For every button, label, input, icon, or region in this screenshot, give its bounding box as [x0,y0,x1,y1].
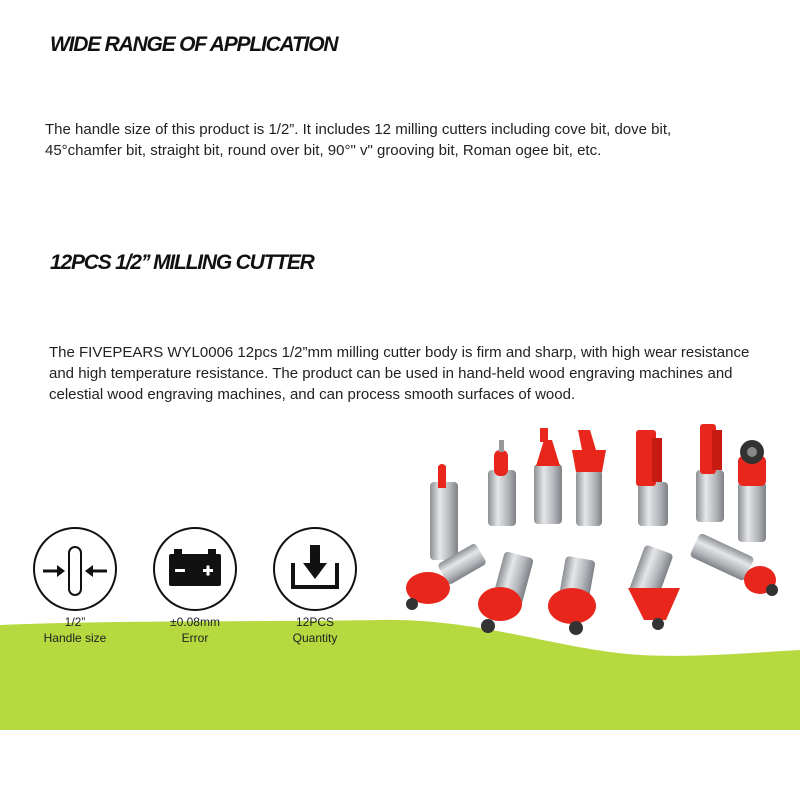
milling-cutter-description: The FIVEPEARS WYL0006 12pcs 1/2”mm milling cutter body is firm and sharp, with high wear resistance and high temperature resistance. The product can be used in hand-held wood engraving machines and celestial wood engraving machines, and can process smooth surfaces of wood. [49,344,750,403]
quantity-label: Quantity [292,631,338,645]
handle-size-label: Handle size [43,631,107,645]
feature-handle-size [15,527,135,646]
handle-size-value: 1/2” [64,615,86,629]
cutter-bit-4 [572,430,606,526]
application-description: The handle size of this product is 1/2”. It includes 12 milling cutters including cove bit, dove bit, 45°chamfer bit, straight bit, round over bit, 90°" v" grooving bit, Roman ogee bit, etc. [45,121,672,159]
feature-quantity [255,527,375,646]
battery-error-icon [153,527,237,611]
cutter-bit-10 [548,556,596,635]
error-value: ±0.08mm [170,615,220,629]
download-tray-icon [273,527,357,611]
cutter-bit-2 [488,440,516,526]
quantity-value: 12PCS [295,615,335,629]
cutter-bit-5 [636,430,668,526]
feature-error [135,527,255,646]
cutter-bit-7 [738,440,766,542]
cutter-bit-12 [689,533,778,596]
cutter-bit-3 [534,428,562,524]
milling-cutter-set-image [400,420,800,650]
cutter-bit-6 [696,424,724,522]
cutter-bit-11 [628,544,680,630]
cutter-bit-1 [430,464,458,560]
handle-size-icon [33,527,117,611]
section-heading-milling-cutter: 12PCS 1/2’’ MILLING CUTTER [50,251,314,274]
section-heading-application: WIDE RANGE OF APPLICATION [50,33,338,56]
error-label: Error [181,631,209,645]
cutter-bit-9 [478,551,534,633]
